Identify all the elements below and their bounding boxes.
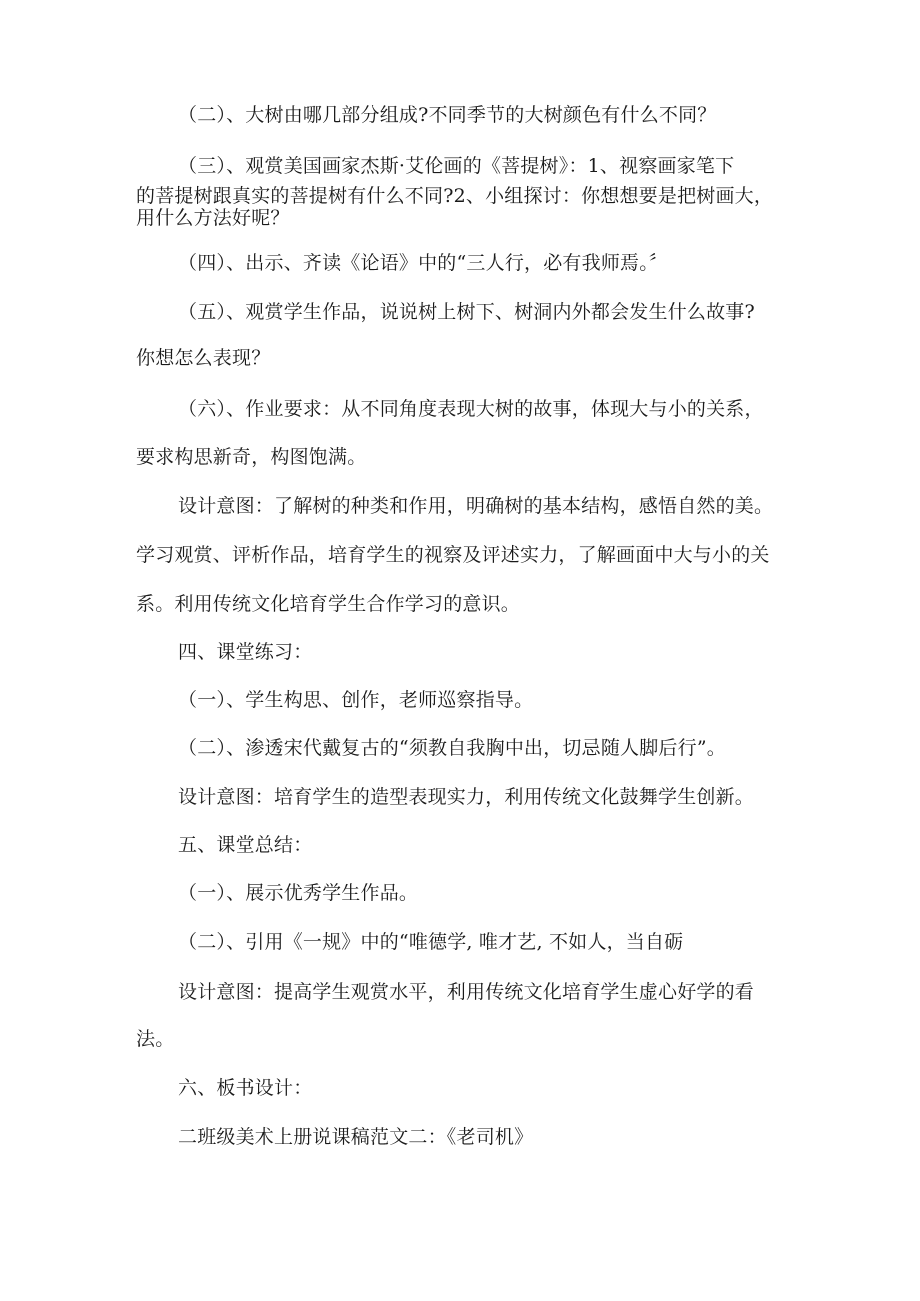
text-line-4: 用什么方法好呢？ — [136, 207, 290, 229]
text-line-11: 学习观赏、评析作品，培育学生的视察及评述实力，了解画面中大与小的关 — [136, 544, 770, 566]
text-line-16: 设计意图：培育学生的造型表现实力，利用传统文化鼓舞学生创新。 — [178, 786, 755, 808]
text-line-12: 系。利用传统文化培育学生合作学习的意识。 — [136, 593, 521, 615]
text-line-9: 要求构思新奇，构图饱满。 — [136, 446, 367, 468]
text-line-1: （二）、大树由哪几部分组成?不同季节的大树颜色有什么不同？ — [178, 104, 717, 126]
text-line-23: 二班级美术上册说课稿范文二：《老司机》 — [178, 1126, 534, 1148]
text-line-10: 设计意图：了解树的种类和作用，明确树的基本结构，感悟自然的美。 — [178, 495, 774, 517]
text-line-5: （四）、出示、齐读《论语》中的“三人行，必有我师焉。〞 — [178, 252, 669, 274]
text-line-18: （一）、展示优秀学生作品。 — [178, 882, 419, 904]
section-heading-practice: 四、课堂练习： — [178, 641, 313, 663]
text-line-3: 的菩提树跟真实的菩提树有什么不同?2、小组探讨：你想想要是把树画大， — [136, 185, 774, 207]
text-line-2: （三）、观赏美国画家杰斯·艾伦画的《菩提树》：1、视察画家笔下 — [178, 155, 735, 177]
text-line-20: 设计意图：提高学生观赏水平，利用传统文化培育学生虚心好学的看 — [178, 981, 755, 1003]
text-line-7: 你想怎么表现？ — [136, 347, 271, 369]
text-line-19: （二）、引用《一规》中的“唯德学, 唯才艺, 不如人，当自砺 — [178, 931, 684, 953]
text-line-8: （六）、作业要求：从不同角度表现大树的故事，体现大与小的关系， — [178, 398, 764, 420]
text-line-6: （五）、观赏学生作品，说说树上树下、树洞内外都会发生什么故事? — [178, 301, 755, 323]
section-heading-board-design: 六、板书设计： — [178, 1077, 313, 1099]
text-line-14: （一）、学生构思、创作，老师巡察指导。 — [178, 689, 534, 711]
text-line-15: （二）、渗透宋代戴复古的“须教自我胸中出，切忌随人脚后行”。 — [178, 737, 726, 759]
text-line-21: 法。 — [136, 1028, 175, 1050]
section-heading-summary: 五、课堂总结： — [178, 834, 313, 856]
